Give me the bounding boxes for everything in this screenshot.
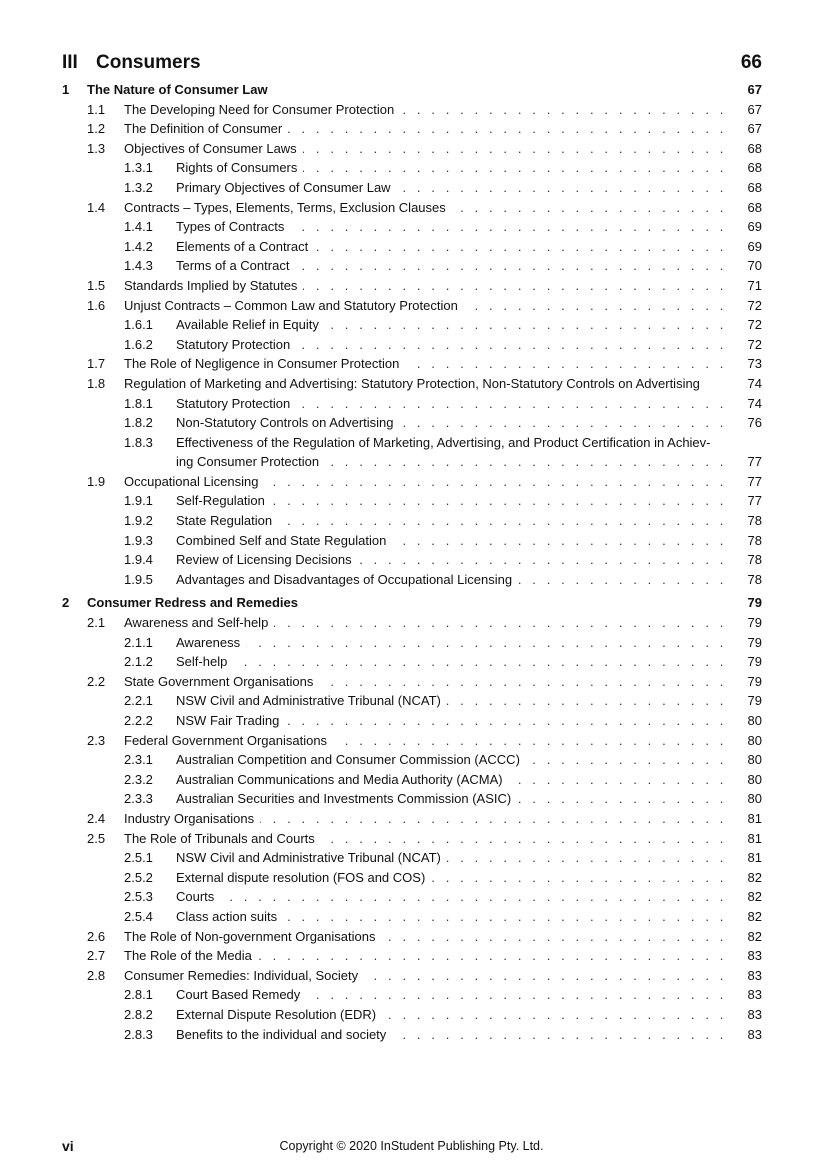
dot-leader — [285, 711, 727, 731]
toc-entry-page: 80 — [747, 752, 762, 768]
dot-leader — [319, 672, 727, 692]
dot-leader — [288, 119, 727, 139]
toc-entry-title: NSW Fair Trading — [176, 713, 280, 728]
toc-entry-title: Industry Organisations — [124, 810, 255, 826]
toc-section[interactable] — [62, 472, 762, 492]
toc-entry-number: 2.8.3 — [124, 1026, 153, 1042]
toc-entry-title: Awareness and Self-help — [124, 615, 269, 631]
toc-entry-number: 1.4.3 — [124, 258, 153, 274]
dot-leader — [290, 217, 727, 237]
toc-entry-page: 68 — [747, 199, 762, 215]
toc-section[interactable] — [62, 296, 762, 316]
toc-subsection[interactable] — [62, 789, 762, 809]
toc-subsection[interactable] — [62, 237, 762, 257]
toc-entry-title: The Role of Negligence in Consumer Protection — [124, 356, 400, 372]
toc-entry-page: 83 — [747, 967, 762, 983]
toc-subsection[interactable] — [62, 570, 762, 590]
toc-entry-number: 1.4 — [87, 199, 106, 215]
toc-subsection[interactable] — [62, 531, 762, 551]
dot-leader — [220, 887, 727, 907]
toc-entry-number: 1.3.2 — [124, 179, 153, 195]
dot-leader — [274, 613, 727, 633]
toc-entry-page: 73 — [747, 356, 762, 372]
toc-section[interactable] — [62, 946, 762, 966]
toc-entry-number: 2.2.2 — [124, 713, 153, 728]
toc-entry-page: 72 — [747, 317, 762, 333]
dot-leader — [392, 531, 727, 551]
dot-leader — [518, 570, 727, 590]
toc-entry-title: Court Based Remedy — [176, 987, 301, 1003]
toc-entry-number: 1.6.2 — [124, 336, 153, 352]
dot-leader — [321, 829, 727, 849]
toc-entry-page: 78 — [747, 552, 762, 568]
part-heading — [62, 52, 762, 76]
dot-leader — [400, 413, 728, 433]
toc-subsection[interactable] — [62, 985, 762, 1005]
toc-entry-number: 1.6 — [87, 297, 106, 313]
toc-subsection[interactable] — [62, 550, 762, 570]
toc-entry-number: 1.1 — [87, 101, 106, 117]
toc-entry-title: Combined Self and State Regulation — [176, 532, 387, 548]
toc-section[interactable] — [62, 119, 762, 139]
dot-leader — [405, 354, 727, 374]
toc-entry-number: 2.3.2 — [124, 771, 153, 787]
part-page: 66 — [740, 52, 762, 73]
toc-subsection[interactable] — [62, 691, 762, 711]
toc-entry-page: 68 — [747, 160, 762, 176]
toc-entry-page: 77 — [747, 493, 762, 509]
toc-entry-page: 82 — [747, 928, 762, 944]
toc-entry-page: 79 — [747, 673, 762, 689]
dot-leader — [303, 158, 727, 178]
toc-subsection[interactable] — [62, 491, 762, 511]
toc-entry-title: The Nature of Consumer Law — [87, 82, 268, 97]
toc-entry-title: The Role of the Media — [124, 948, 252, 964]
toc-entry-page: 79 — [747, 693, 762, 709]
toc-entry-number: 2.8.2 — [124, 1006, 153, 1022]
toc-section[interactable] — [62, 731, 762, 751]
toc-entry-page: 83 — [747, 948, 762, 964]
toc-entry-number: 2.2 — [87, 673, 106, 689]
dot-leader — [397, 178, 727, 198]
toc-section[interactable] — [62, 100, 762, 120]
toc-entry-page: 79 — [747, 634, 762, 650]
toc-section[interactable] — [62, 829, 762, 849]
toc-entry-number: 2.5.4 — [124, 908, 153, 924]
part-number: III — [62, 52, 78, 73]
toc-entry-page: 83 — [747, 1026, 762, 1042]
toc-entry-page: 69 — [747, 238, 762, 254]
toc-section[interactable] — [62, 276, 762, 296]
dot-leader — [295, 256, 727, 276]
toc-subsection[interactable] — [62, 652, 762, 672]
dot-leader — [233, 652, 727, 672]
toc-entry-page: 83 — [747, 1006, 762, 1022]
toc-entry-number: 2.1 — [87, 615, 106, 631]
toc-entry-title: Effectiveness of the Regulation of Marketing, Advertising, and Product Certification in Achiev- — [176, 434, 711, 450]
dot-leader — [296, 394, 727, 414]
toc-entry-number: 1.9.2 — [124, 513, 153, 529]
toc-entry-number: 1.4.1 — [124, 219, 153, 235]
toc-entry-title: Occupational Licensing — [124, 473, 259, 489]
toc-subsection[interactable] — [62, 848, 762, 868]
part-title: Consumers — [96, 52, 201, 73]
toc-entry-number: 1.9.1 — [124, 493, 153, 509]
toc-entry-title: Unjust Contracts – Common Law and Statutory Protection — [124, 297, 458, 313]
toc-entry-title: Advantages and Disadvantages of Occupational Licensing — [176, 571, 513, 587]
toc-entry-number: 2.4 — [87, 810, 106, 826]
toc-entry-title: NSW Civil and Administrative Tribunal (NCAT) — [176, 850, 441, 866]
toc-entry-number: 1.9.3 — [124, 532, 153, 548]
toc-entry-number: 1.9.5 — [124, 571, 153, 587]
toc-chapter[interactable] — [62, 593, 762, 613]
toc-section[interactable] — [62, 613, 762, 633]
toc-entry-number: 2.3 — [87, 732, 106, 748]
dot-leader — [452, 198, 727, 218]
toc-entry-number: 2.1.1 — [124, 634, 153, 650]
dot-leader — [260, 809, 727, 829]
toc-entry-title: Australian Competition and Consumer Commission (ACCC) — [176, 752, 520, 768]
dot-leader — [392, 1025, 727, 1045]
toc-entry-page: 81 — [747, 830, 762, 846]
toc-entry-title: Benefits to the individual and society — [176, 1026, 387, 1042]
toc-entry-title: Courts — [176, 889, 215, 905]
toc-entry-page: 68 — [747, 179, 762, 195]
toc-entry-page: 72 — [747, 336, 762, 352]
toc-entry-page: 67 — [747, 121, 762, 137]
toc-entry-page: 81 — [747, 810, 762, 826]
footer-copyright: Copyright © 2020 InStudent Publishing Pty. Ltd. — [279, 1139, 544, 1153]
toc-entry-number: 2.8 — [87, 967, 106, 983]
toc-entry-page: 77 — [747, 454, 762, 470]
toc-entry-number: 1.9.4 — [124, 552, 153, 568]
footer-page-number: vi — [62, 1138, 74, 1154]
dot-leader — [526, 750, 727, 770]
toc-entry-title: Rights of Consumers — [176, 160, 298, 176]
toc-entry-title-continued: ing Consumer Protection — [176, 454, 320, 470]
dot-leader — [364, 966, 727, 986]
toc-entry-page: 67 — [747, 101, 762, 117]
toc-entry-title: Elements of a Contract — [176, 238, 309, 254]
dot-leader — [314, 237, 727, 257]
toc-section[interactable] — [62, 139, 762, 159]
toc-subsection[interactable] — [62, 433, 762, 472]
toc-entry-number: 2.5 — [87, 830, 106, 846]
toc-entry-title: Consumer Redress and Remedies — [87, 595, 298, 611]
toc-entry-title: Primary Objectives of Consumer Law — [176, 179, 391, 195]
dot-leader — [400, 100, 727, 120]
toc-entry-page: 72 — [747, 297, 762, 313]
toc-entry-title: Terms of a Contract — [176, 258, 290, 274]
toc-entry-number: 2.3.3 — [124, 791, 153, 807]
toc-entry-title: The Developing Need for Consumer Protection — [124, 101, 395, 117]
toc-subsection[interactable] — [62, 315, 762, 335]
dot-leader — [431, 868, 727, 888]
toc-entry-title: Regulation of Marketing and Advertising: Statutory Protection, Non-Statutory Controls on Advertising — [124, 375, 700, 391]
toc-entry-number: 2.5.2 — [124, 869, 153, 885]
toc-section[interactable] — [62, 354, 762, 374]
toc-entry-page: 79 — [747, 654, 762, 670]
toc-entry-page: 67 — [747, 82, 762, 97]
toc-entry-page: 79 — [747, 595, 762, 611]
toc-subsection[interactable] — [62, 633, 762, 653]
toc-chapter[interactable] — [62, 80, 762, 100]
toc-entry-page: 74 — [747, 375, 762, 391]
table-of-contents — [62, 80, 762, 1044]
toc-entry-title: Statutory Protection — [176, 336, 291, 352]
toc-entry-title: Federal Government Organisations — [124, 732, 328, 748]
toc-subsection[interactable] — [62, 413, 762, 433]
toc-entry-page: 82 — [747, 889, 762, 905]
toc-entry-title: State Government Organisations — [124, 673, 314, 689]
toc-entry-number: 2.5.1 — [124, 850, 153, 866]
toc-entry-title: Self-help — [176, 654, 228, 670]
toc-entry-title: External dispute resolution (FOS and COS) — [176, 869, 426, 885]
dot-leader — [509, 770, 727, 790]
toc-entry-number: 1.7 — [87, 356, 106, 372]
toc-entry-page: 79 — [747, 615, 762, 631]
toc-entry-title: Available Relief in Equity — [176, 317, 319, 333]
toc-subsection[interactable] — [62, 511, 762, 531]
toc-entry-title: NSW Civil and Administrative Tribunal (NCAT) — [176, 693, 441, 709]
toc-subsection[interactable] — [62, 1005, 762, 1025]
toc-entry-number: 1.8.2 — [124, 415, 153, 431]
toc-entry-number: 1.8.1 — [124, 395, 153, 411]
toc-entry-number: 1.2 — [87, 121, 106, 137]
toc-entry-page: 71 — [747, 277, 762, 293]
dot-leader — [264, 472, 727, 492]
toc-entry-title: Types of Contracts — [176, 219, 285, 235]
toc-entry-page: 78 — [747, 532, 762, 548]
toc-entry-number: 1.9 — [87, 473, 106, 489]
dot-leader — [447, 691, 727, 711]
toc-subsection[interactable] — [62, 178, 762, 198]
toc-entry-page: 78 — [747, 513, 762, 529]
dot-leader — [283, 907, 727, 927]
toc-entry-number: 1.8.3 — [124, 434, 153, 450]
dot-leader — [358, 550, 727, 570]
toc-section[interactable] — [62, 927, 762, 947]
toc-entry-page: 80 — [747, 791, 762, 807]
toc-entry-number: 2.3.1 — [124, 752, 153, 768]
dot-leader — [296, 335, 727, 355]
toc-entry-title: The Role of Tribunals and Courts — [124, 830, 315, 846]
toc-entry-page: 80 — [747, 732, 762, 748]
toc-entry-page: 80 — [747, 771, 762, 787]
dot-leader — [517, 789, 727, 809]
toc-section[interactable] — [62, 374, 762, 394]
toc-entry-number: 2.2.1 — [124, 693, 153, 709]
toc-entry-title: Contracts – Types, Elements, Terms, Exclusion Clauses — [124, 199, 446, 215]
toc-entry-number: 1.3.1 — [124, 160, 153, 176]
toc-entry-number: 1.4.2 — [124, 238, 153, 254]
toc-subsection[interactable] — [62, 335, 762, 355]
toc-subsection[interactable] — [62, 394, 762, 414]
toc-subsection[interactable] — [62, 1025, 762, 1045]
toc-entry-number: 2.1.2 — [124, 654, 153, 670]
toc-entry-number: 2.8.1 — [124, 987, 153, 1003]
dot-leader — [303, 276, 727, 296]
toc-entry-page: 83 — [747, 987, 762, 1003]
toc-entry-title: The Definition of Consumer — [124, 121, 283, 137]
toc-subsection[interactable] — [62, 217, 762, 237]
toc-entry-page: 78 — [747, 571, 762, 587]
toc-entry-number: 2.6 — [87, 928, 106, 944]
toc-entry-page: 69 — [747, 219, 762, 235]
toc-section[interactable] — [62, 966, 762, 986]
toc-subsection[interactable] — [62, 750, 762, 770]
toc-entry-title: Review of Licensing Decisions — [176, 552, 352, 568]
toc-entry-title: Statutory Protection — [176, 395, 291, 411]
toc-entry-number: 2 — [62, 595, 70, 611]
toc-entry-title: Non-Statutory Controls on Advertising — [176, 415, 394, 431]
toc-entry-number: 2.7 — [87, 948, 106, 964]
toc-section[interactable] — [62, 672, 762, 692]
toc-entry-page: 82 — [747, 908, 762, 924]
toc-entry-page: 81 — [747, 850, 762, 866]
toc-entry-page: 68 — [747, 140, 762, 156]
toc-subsection[interactable] — [62, 256, 762, 276]
toc-entry-number: 1.6.1 — [124, 317, 153, 333]
dot-leader — [306, 985, 727, 1005]
toc-subsection[interactable] — [62, 907, 762, 927]
dot-leader — [447, 848, 727, 868]
dot-leader — [464, 296, 727, 316]
toc-entry-page: 82 — [747, 869, 762, 885]
dot-leader — [333, 731, 727, 751]
toc-entry-title: Australian Communications and Media Authority (ACMA) — [176, 771, 503, 787]
dot-leader — [325, 315, 727, 335]
toc-entry-number: 2.5.3 — [124, 889, 153, 905]
toc-entry-number: 1.3 — [87, 140, 106, 156]
toc-entry-page: 77 — [747, 473, 762, 489]
toc-entry-title: Objectives of Consumer Laws — [124, 140, 297, 156]
toc-section[interactable] — [62, 809, 762, 829]
toc-entry-page: 74 — [747, 395, 762, 411]
toc-entry-title: Standards Implied by Statutes — [124, 277, 298, 293]
toc-entry-page: 70 — [747, 258, 762, 274]
dot-leader — [325, 452, 727, 472]
dot-leader — [246, 633, 727, 653]
toc-entry-title: Awareness — [176, 634, 241, 650]
toc-entry-number: 1 — [62, 82, 70, 97]
toc-entry-title: The Role of Non-government Organisations — [124, 928, 376, 944]
toc-entry-number: 1.5 — [87, 277, 106, 293]
toc-entry-title: State Regulation — [176, 513, 273, 529]
toc-entry-number: 1.8 — [87, 375, 106, 391]
dot-leader — [382, 1005, 727, 1025]
toc-subsection[interactable] — [62, 158, 762, 178]
toc-subsection[interactable] — [62, 770, 762, 790]
dot-leader — [303, 139, 727, 159]
toc-entry-title: External Dispute Resolution (EDR) — [176, 1006, 377, 1022]
toc-entry-title: Class action suits — [176, 908, 278, 924]
toc-subsection[interactable] — [62, 887, 762, 907]
toc-section[interactable] — [62, 198, 762, 218]
dot-leader — [278, 511, 727, 531]
dot-leader — [258, 946, 727, 966]
toc-subsection[interactable] — [62, 868, 762, 888]
dot-leader — [271, 491, 727, 511]
dot-leader — [381, 927, 727, 947]
toc-entry-page: 80 — [747, 713, 762, 728]
toc-entry-page: 76 — [747, 415, 762, 431]
toc-subsection[interactable] — [62, 711, 762, 731]
toc-entry-title: Consumer Remedies: Individual, Society — [124, 967, 359, 983]
toc-entry-title: Australian Securities and Investments Commission (ASIC) — [176, 791, 512, 807]
toc-entry-title: Self-Regulation — [176, 493, 265, 509]
